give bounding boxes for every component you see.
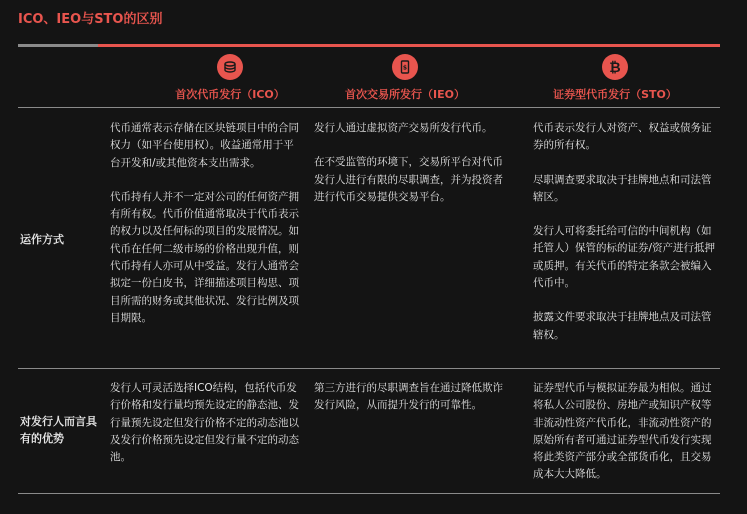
cell-sto-advantages: 证券型代币与模拟证券最为相似。通过将私人公司股份、房地产或知识产权等非流动性资产代币化，非流动性资产的原始所有者可通过证券型代币发行实现将此类资产部分或全部货币化，且交易成本大大降低。	[533, 382, 712, 481]
row-label-advantages: 对发行人而言具有的优势	[20, 415, 97, 445]
cell-ieo-advantages: 第三方进行的尽职调查旨在通过降低欺诈发行风险，从而提升发行的可靠性。	[314, 382, 503, 412]
bitcoin-icon: ₿	[602, 54, 628, 80]
row-label-operation: 运作方式	[20, 233, 64, 246]
page-title: ICO、IEO与STO的区别	[18, 12, 163, 27]
cell-ieo-operation: 发行人通过虚拟资产交易所发行代币。 在不受监管的环境下，交易所平台对代币发行人进行有限的尽职调查，并为投资者进行代币交易提供交易平台。	[314, 122, 503, 203]
cell-ico-advantages: 发行人可灵活选择ICO结构，包括代币发行价格和发行量均预先设定的静态池、发行量预先设定但发行价格不定的动态池以及发行价格预先设定但发行量不定的动态池。	[110, 382, 299, 464]
column-header-sto: ₿ 证券型代币发行（STO）	[515, 54, 715, 102]
table-bottom-divider	[18, 493, 720, 494]
column-header-ico: 首次代币发行（ICO）	[130, 54, 330, 102]
svg-text:$: $	[402, 64, 408, 72]
exchange-phone-icon	[392, 54, 418, 80]
cell-sto-operation: 代币表示发行人对资产、权益或债务证券的所有权。 尽职调查要求取决于挂牌地点和司法管辖区。 发行人可将委托给可信的中间机构（如托管人）保管的标的证券/资产进行抵押或质押。有关代币的特定条款会被编入代币中。 披露文件要求取决于挂牌地点及司法管辖权。	[533, 122, 716, 341]
row-divider	[18, 368, 720, 369]
coin-stack-icon	[217, 54, 243, 80]
cell-ico-operation: 代币通常表示存储在区块链项目中的合同权力（如平台使用权）。收益通常用于平台开发和/或其他资本支出需求。 代币持有人并不一定对公司的任何资产拥有所有权。代币价值通常取决于代币表示的权力以及任何标的项目的发展情况。如代币在任何二级市场的价格出现升值，则代币持有人亦可从中受益。发行人通常会拟定一份白皮书，详细描述项目构思、项目所需的财务或其他状况、发行比例及项目期限。	[110, 122, 299, 324]
column-header-ieo: $ 首次交易所发行（IEO）	[305, 54, 505, 102]
header-divider	[18, 107, 720, 108]
header-accent-bar	[18, 44, 720, 47]
